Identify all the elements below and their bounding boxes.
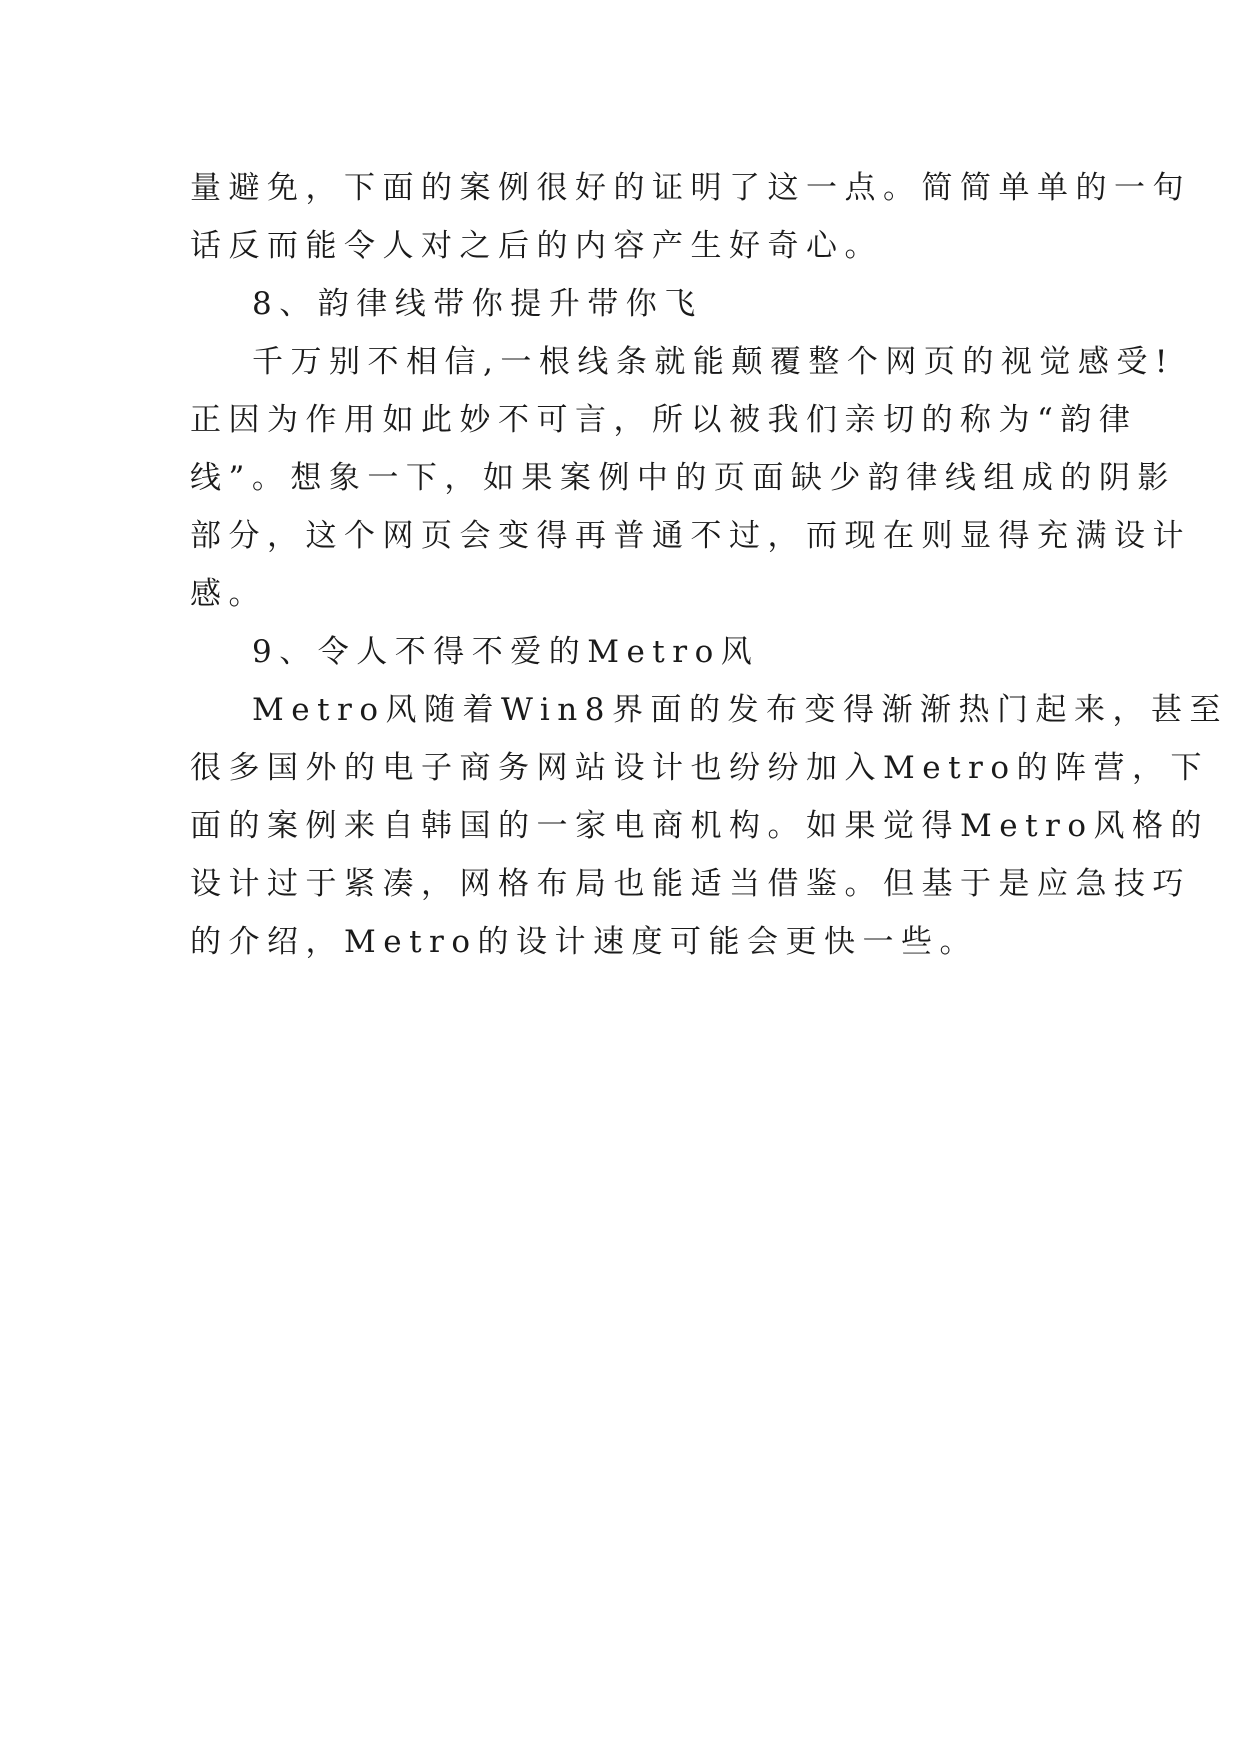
text-line-14: 的介绍，Metro的设计速度可能会更快一些。: [190, 924, 979, 960]
text-line-8: 感。: [190, 576, 267, 612]
text-line-1: 量避免，下面的案例很好的证明了这一点。简简单单的一句: [190, 170, 1191, 206]
text-line-5: 正因为作用如此妙不可言，所以被我们亲切的称为“韵律: [190, 402, 1138, 438]
section-heading-9: 9、令人不得不爱的Metro风: [252, 634, 760, 670]
text-line-12: 面的案例来自韩国的一家电商机构。如果觉得Metro风格的: [190, 808, 1210, 844]
text-line-10: Metro风随着Win8界面的发布变得渐渐热门起来，甚至: [252, 692, 1228, 728]
section-heading-8: 8、韵律线带你提升带你飞: [252, 286, 703, 322]
text-line-6: 线”。想象一下，如果案例中的页面缺少韵律线组成的阴影: [190, 460, 1176, 496]
text-line-13: 设计过于紧凑，网格布局也能适当借鉴。但基于是应急技巧: [190, 866, 1191, 902]
text-line-7: 部分，这个网页会变得再普通不过，而现在则显得充满设计: [190, 518, 1191, 554]
text-line-2: 话反而能令人对之后的内容产生好奇心。: [190, 228, 883, 264]
text-line-11: 很多国外的电子商务网站设计也纷纷加入Metro的阵营，下: [190, 750, 1210, 786]
text-line-4: 千万别不相信,一根线条就能颠覆整个网页的视觉感受!: [252, 344, 1175, 380]
